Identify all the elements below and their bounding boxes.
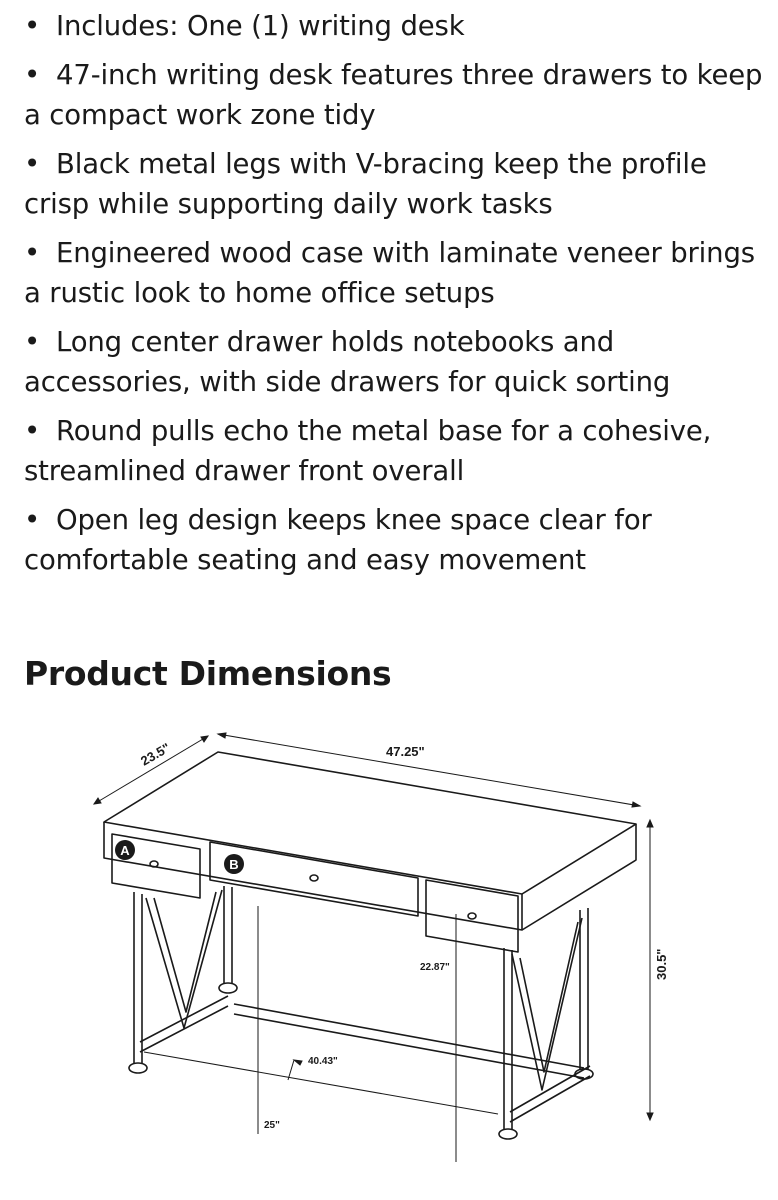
v-brace-right [512, 918, 582, 1090]
foot [499, 1129, 517, 1139]
drawer-pull [468, 913, 476, 919]
feature-list [24, 6, 764, 589]
feature-text: Round pulls echo the metal base for a cohesive, streamlined drawer front overall [24, 414, 712, 487]
feature-text: 47-inch writing desk features three drawers to keep a compact work zone tidy [24, 58, 763, 131]
drawer-b-outline [210, 842, 418, 916]
depth-value: 23.5" [138, 739, 173, 769]
width-dimension-line [218, 734, 640, 806]
drawer-pull [310, 875, 318, 881]
knee-width-value: 40.43" [308, 1056, 338, 1067]
bullet-marker: • [24, 10, 41, 42]
knee-height-value: 22.87" [420, 962, 450, 973]
feature-text: Black metal legs with V-bracing keep the profile crisp while supporting daily work tasks [24, 147, 707, 220]
bullet-marker: • [24, 236, 41, 269]
feature-item [24, 500, 764, 581]
feature-item [24, 322, 764, 403]
knee-depth-value: 25" [264, 1120, 280, 1131]
stretcher-right [510, 1066, 590, 1122]
feature-text: Open leg design keeps knee space clear for comfortable seating and easy movement [24, 503, 652, 576]
feature-text: Long center drawer holds notebooks and accessories, with side drawers for quick sorting [24, 325, 671, 398]
foot [129, 1063, 147, 1073]
bullet-marker: • [24, 58, 41, 91]
desk-front [104, 822, 522, 930]
bullet-marker: • [24, 325, 41, 358]
feature-item [24, 233, 764, 314]
feature-item [24, 144, 764, 225]
height-value: 30.5" [654, 948, 669, 980]
leg-front-left [134, 892, 142, 1064]
v-brace-left [146, 890, 222, 1028]
feature-item [24, 411, 764, 492]
desk-side [522, 824, 636, 930]
drawer-a-label: A [120, 843, 130, 858]
feature-item [24, 6, 764, 47]
section-heading: Product Dimensions [24, 654, 392, 693]
feature-text: Engineered wood case with laminate veneer brings a rustic look to home office setups [24, 236, 755, 309]
leg-back-left [224, 886, 232, 984]
bullet-marker: • [24, 147, 41, 180]
leg-back-right [580, 908, 588, 1070]
feature-item [24, 55, 764, 136]
feature-text: Includes: One (1) writing desk [56, 10, 465, 42]
width-value: 47.25" [386, 744, 425, 759]
leg-front-right [504, 948, 512, 1130]
desk-top [104, 752, 636, 894]
desk-dimension-diagram [80, 722, 680, 1192]
drawer-b-label: B [229, 857, 239, 872]
bullet-marker: • [24, 503, 41, 536]
bullet-marker: • [24, 414, 41, 447]
foot [219, 983, 237, 993]
